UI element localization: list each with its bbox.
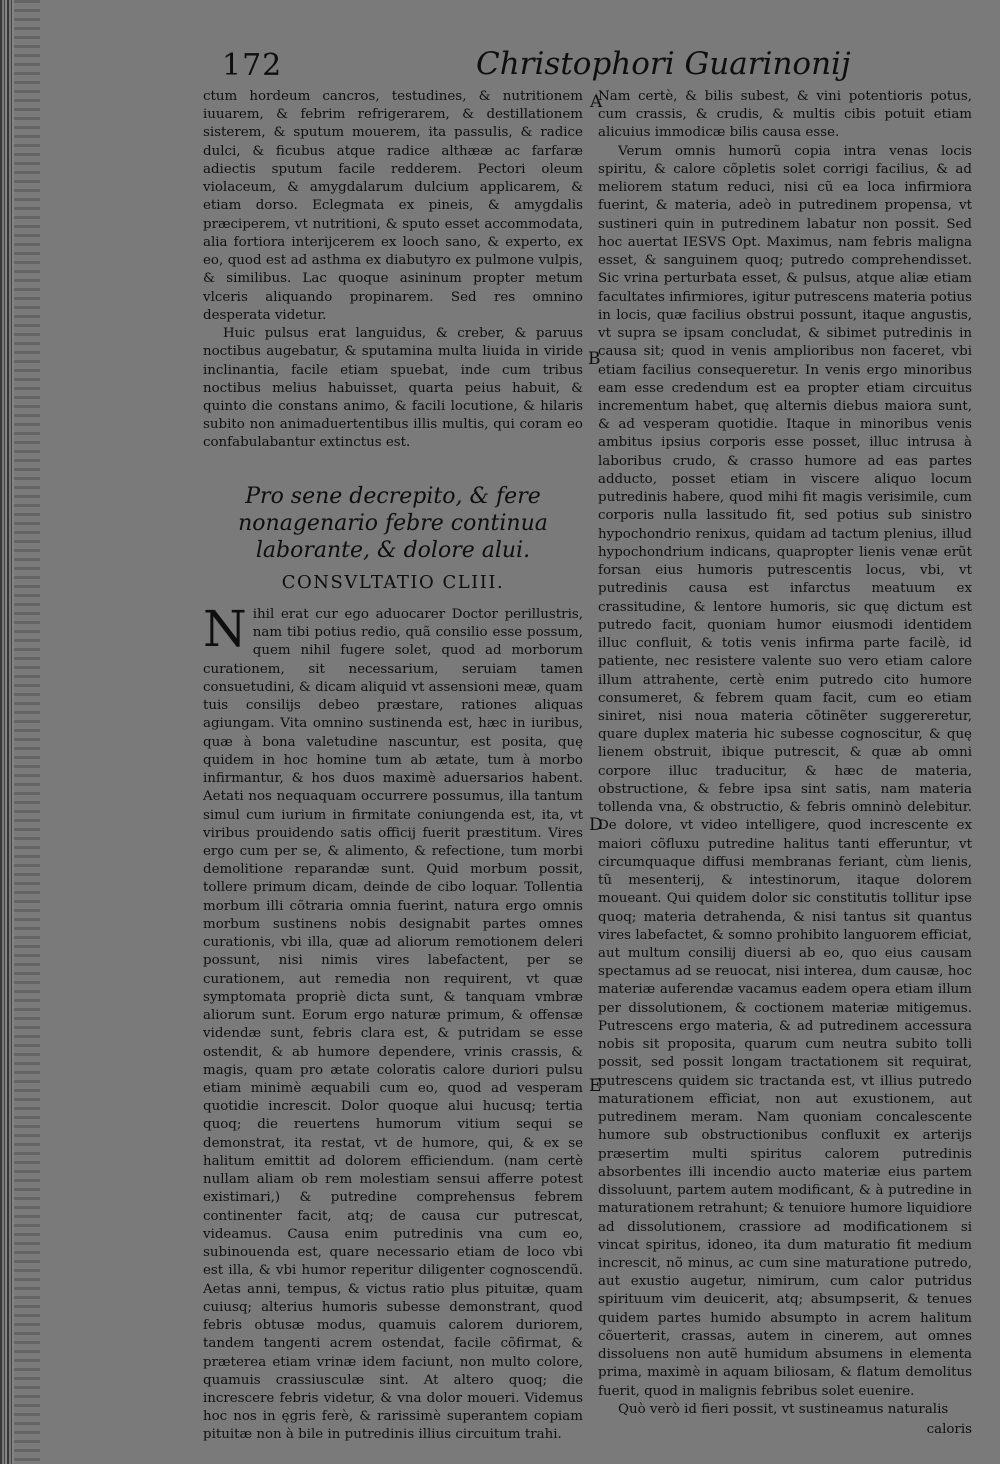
margin-letter-e: E	[589, 1076, 602, 1096]
consultation-body	[203, 599, 583, 1445]
page-number: 172	[222, 48, 283, 83]
margin-letter-a: A	[590, 92, 603, 112]
right-paragraph-3: Quò verò id fieri possit, vt sustineamus naturalis	[618, 1401, 949, 1417]
left-column	[203, 88, 583, 1445]
right-paragraph-1: Nam certè, & bilis subest, & vini potentioris potus, cum crassis, & crudis, & multis cibis potuit etiam alicuius immodicæ bilis causa esse.	[598, 89, 972, 141]
gutter-shadow	[0, 0, 14, 1464]
right-column	[598, 88, 972, 1439]
catchword: caloris	[926, 1422, 972, 1438]
page-header	[218, 42, 1000, 92]
margin-letter-b: B	[588, 349, 601, 369]
consultation-text: ihil erat cur ego aduocarer Doctor perillustris, nam tibi potius redio, quã consilio esse possum, quem nihil fugere solet, quod ad morborum curationem, sit necessarium, seruiam tamen consuetudini, & dicam aliquid vt assensioni meæ, quam tuis consilijs debeo præstare, rationes aliquas agiungam. Vita omnino sustinenda est, hæc in iuribus, quæ à bona valetudine nascuntur, est posita, quę quidem in hoc homine tum ab ætate, tum à morbo infirmantur, & hos duos maximè aduersarios habent. Aetati nos nequaquam occurrere possumus, illa tantum simul cum iurium in firmitate coniungenda est, ita, vt viribus prouidendo satis officij fuerit præstitum. Vires ergo cum per se, & alimento, & refectione, tum morbi demolitione reparandæ sunt. Quid morbum possit, tollere primum dicam, deinde de cibo loquar. Tollentia morbum illi cõtraria omnia fuerint, natura ergo omnis morbum sustinens nobis designabit partes omnes curationis, vbi illa, quæ ad aliorum remotionem deleri possunt, nisi nimis vires labefactent, per se curationem, aut remedia non requirent, vt quæ symptomata propriè dicta sunt, & tanquam vmbræ aliorum sunt. Eorum ergo naturæ primum, & offensæ videndæ sunt, febris clara est, & putridam se esse ostendit, & ab humore dependere, vrinis crassis, & magis, quam pro ætate coloratis calore duriori pulsu etiam minimè æquabili cum eo, quod ad vesperam quotidie increscit. Dolor quoque alui hucusq; tertia quoq; die reuertens humorum vitium sequi se demonstrat, ita restat, vt de humore, qui, & ex se halitum emittit ad dolorem efficiendum. (nam certè nullam aliam ob rem molestiam sensui afferre potest existimari,) & putredine comprehensus febrem continenter facit, atq; de causa cur putrescat, videamus. Causa enim putredinis vna cum eo, subinouenda est, quare necessario etiam de loco vbi est illa, & vbi humor reperitur diligenter cognoscendũ. Aetas anni, tempus, & victus ratio plus pituitæ, quam cuiusq; alterius humoris subesse demonstrant, quod febris obtusæ modus, quamuis calorem duriorem, tandem tangenti acrem ostendat, facile cõfirmat, & præterea etiam vrinæ idem faciunt, non multo colore, quamuis crassiusculæ sint. At altero quoq; die increscere febris videtur, & vna dolor moueri. Videmus hoc nos in ęgris ferè, & rarissimè superantem copiam pituitæ non à bile in putredinis illius circuitum trahi.	[203, 606, 583, 1443]
margin-letter-d: D	[589, 815, 603, 835]
gutter-lines	[14, 0, 40, 1464]
consultation-heading: CONSVLTATIO CLIII.	[281, 571, 505, 593]
left-paragraph-2: Huic pulsus erat languidus, & creber, & paruus noctibus augebatur, & sputamina multa liuida in viride inclinantia, facile etiam spuebat, inde cum tribus noctibus melius habuisset, quarta peius habuit, & quinto die constans animo, & facili locutione, & hilaris subito non animaduertentibus illis multis, qui coram eo confabulabantur extinctus est.	[203, 326, 583, 451]
drop-cap: N	[203, 599, 247, 658]
consultation-title: Pro sene decrepito, & fere nonagenario febre continua laborante, & dolore alui.	[238, 483, 548, 563]
running-head: Christophori Guarinonij	[476, 46, 851, 82]
left-paragraph-1: ctum hordeum cancros, testudines, & nutritionem iuuarem, & febrim refrigerarem, & destillationem sisterem, & sputum mouerem, ita passulis, & radice dulci, & ficubus atque radice althææ ac farfaræ adiectis sputum facile redderem. Pectori oleum violaceum, & amygdalarum dulcium applicarem, & etiam dorso. Eclegmata ex pineis, & amygdalis præciperem, vt nutritioni, & sputo esset accommodata, alia fortiora interijcerem ex looch sano, & experto, ex eo, quod est ad asthma ex diabutyro ex pulmone vulpis, & similibus. Lac quoque asininum propter metum vlceris aliquando propinarem. Sed res omnino desperata videtur.	[203, 89, 583, 323]
right-paragraph-2: Verum omnis humorũ copia intra venas locis spiritu, & calore cõpletis solet corrigi facilius, & ad meliorem statum reduci, nisi cũ ea loca infirmiora fuerint, & materia, adeò in putredinem propensa, vt sustineri quin in putredinem labatur non possit. Sed hoc auertat IESVS Opt. Maximus, nam febris maligna esset, & sanguinem quoq; putredo comprehendisset. Sic vrina perturbata esset, & pulsus, atque aliæ etiam facultates infirmiores, igitur putrescens materia potius in locis, quæ facilius obstrui possunt, itaque angustis, vt supra se ipsam concludat, & sibimet putredinis in causa sit; quod in venis amplioribus non faceret, vbi etiam facilius consequeretur. In venis ergo minoribus eam esse credendum est ea propter etiam circuitus incrementum habet, quę alternis diebus maiora sunt, & ad vesperam quotidie. Itaque in minoribus venis ambitus ipsius corporis esse posset, illuc intrusa à laboribus crudo, & crasso humore ad eas partes adducto, posset etiam in viscere aliquo locum putredinis habere, quod mihi fit magis verisimile, cum corporis nulla lassitudo fit, sed potius sub sinistro hypochondrio renixus, quidam ad tactum plenius, illud hypochondrium indicans, quapropter lienis venæ erũt forsan eius humoris putrescentis locus, vbi, vt putredinis causa est infarctus meatuum ex crassitudine, & lentore humoris, sic quę dictum est putredo facit, quoniam humor eiusmodi identidem illuc confluit, & totis venis infirma parte facilè, id patiente, nec resistere valente suo vero etiam calore illum attrahente, certè enim putredo cito humore consumeret, & febrem quam facit, cum eo etiam siniret, nisi noua materia cõtinẽter suggereretur, quare duplex materia hic subesse cognoscitur, & quę lienem obstruit, ibique putrescit, & quæ ab omni corpore illuc traducitur, & hæc de materia, obstructione, & febre ipsa sint satis, nam materia tollenda vna, & obstructio, & febris omninò delebitur. De dolore, vt video intelligere, quod increscente ex maiori cõfluxu putredine halitus tanti efferuntur, vt circumquaque diffusi membranas feriant, cùm lienis, tũ mesenterij, & intestinorum, itaque dolorem moueant. Qui quidem dolor sic constitutis tollitur ipse quoq; materia detrahenda, & nisi tantus sit quantus vires labefactet, & somno prohibito languorem efficiat, aut multum consilij diuersi ab eo, quo eius causam spectamus ad se reuocat, nisi interea, dum causæ, hoc materiæ auferendæ vacamus eadem opera etiam illum per dissolutionem, & coctionem materiæ mitigemus. Putrescens ergo materia, & ad putredinem accessura nobis sit proposita, quarum cum neutra subito tolli possit, sed possit longam tractationem sit requirat, putrescens quidem sic tractanda est, vt illius putredo maturationem efficiat, non aut exustionem, aut putredinem meram. Nam quoniam concalescente humore sub obstructionibus confluxit ex arterijs præsertim multi spiritus calorem putredinis absorbentes illi incendio aucto materiæ eius partem dissoluunt, partem autem modificant, & à putredine in maturationem retrahunt; & tenuiore humore liquidiore ad dissolutionem, crassiore ad modificationem si vincat spiritus, idoneo, ita dum maturatio fit medium increscit, nõ minus, ac cum sine maturatione putredo, aut exustio augetur, nimirum, cum calor putridus spirituum vim deuicerit, atq; absumpserit, & tenues quidem partes humido absumpto in acrem halitum cõuerterit, crassas, autem in cinerem, aut omnes dissoluens non autẽ humidum absumens in elementa prima, maximè in aquam biliosam, & flatum demolitus fuerit, quod in malignis febribus solet euenire.	[598, 143, 972, 1399]
